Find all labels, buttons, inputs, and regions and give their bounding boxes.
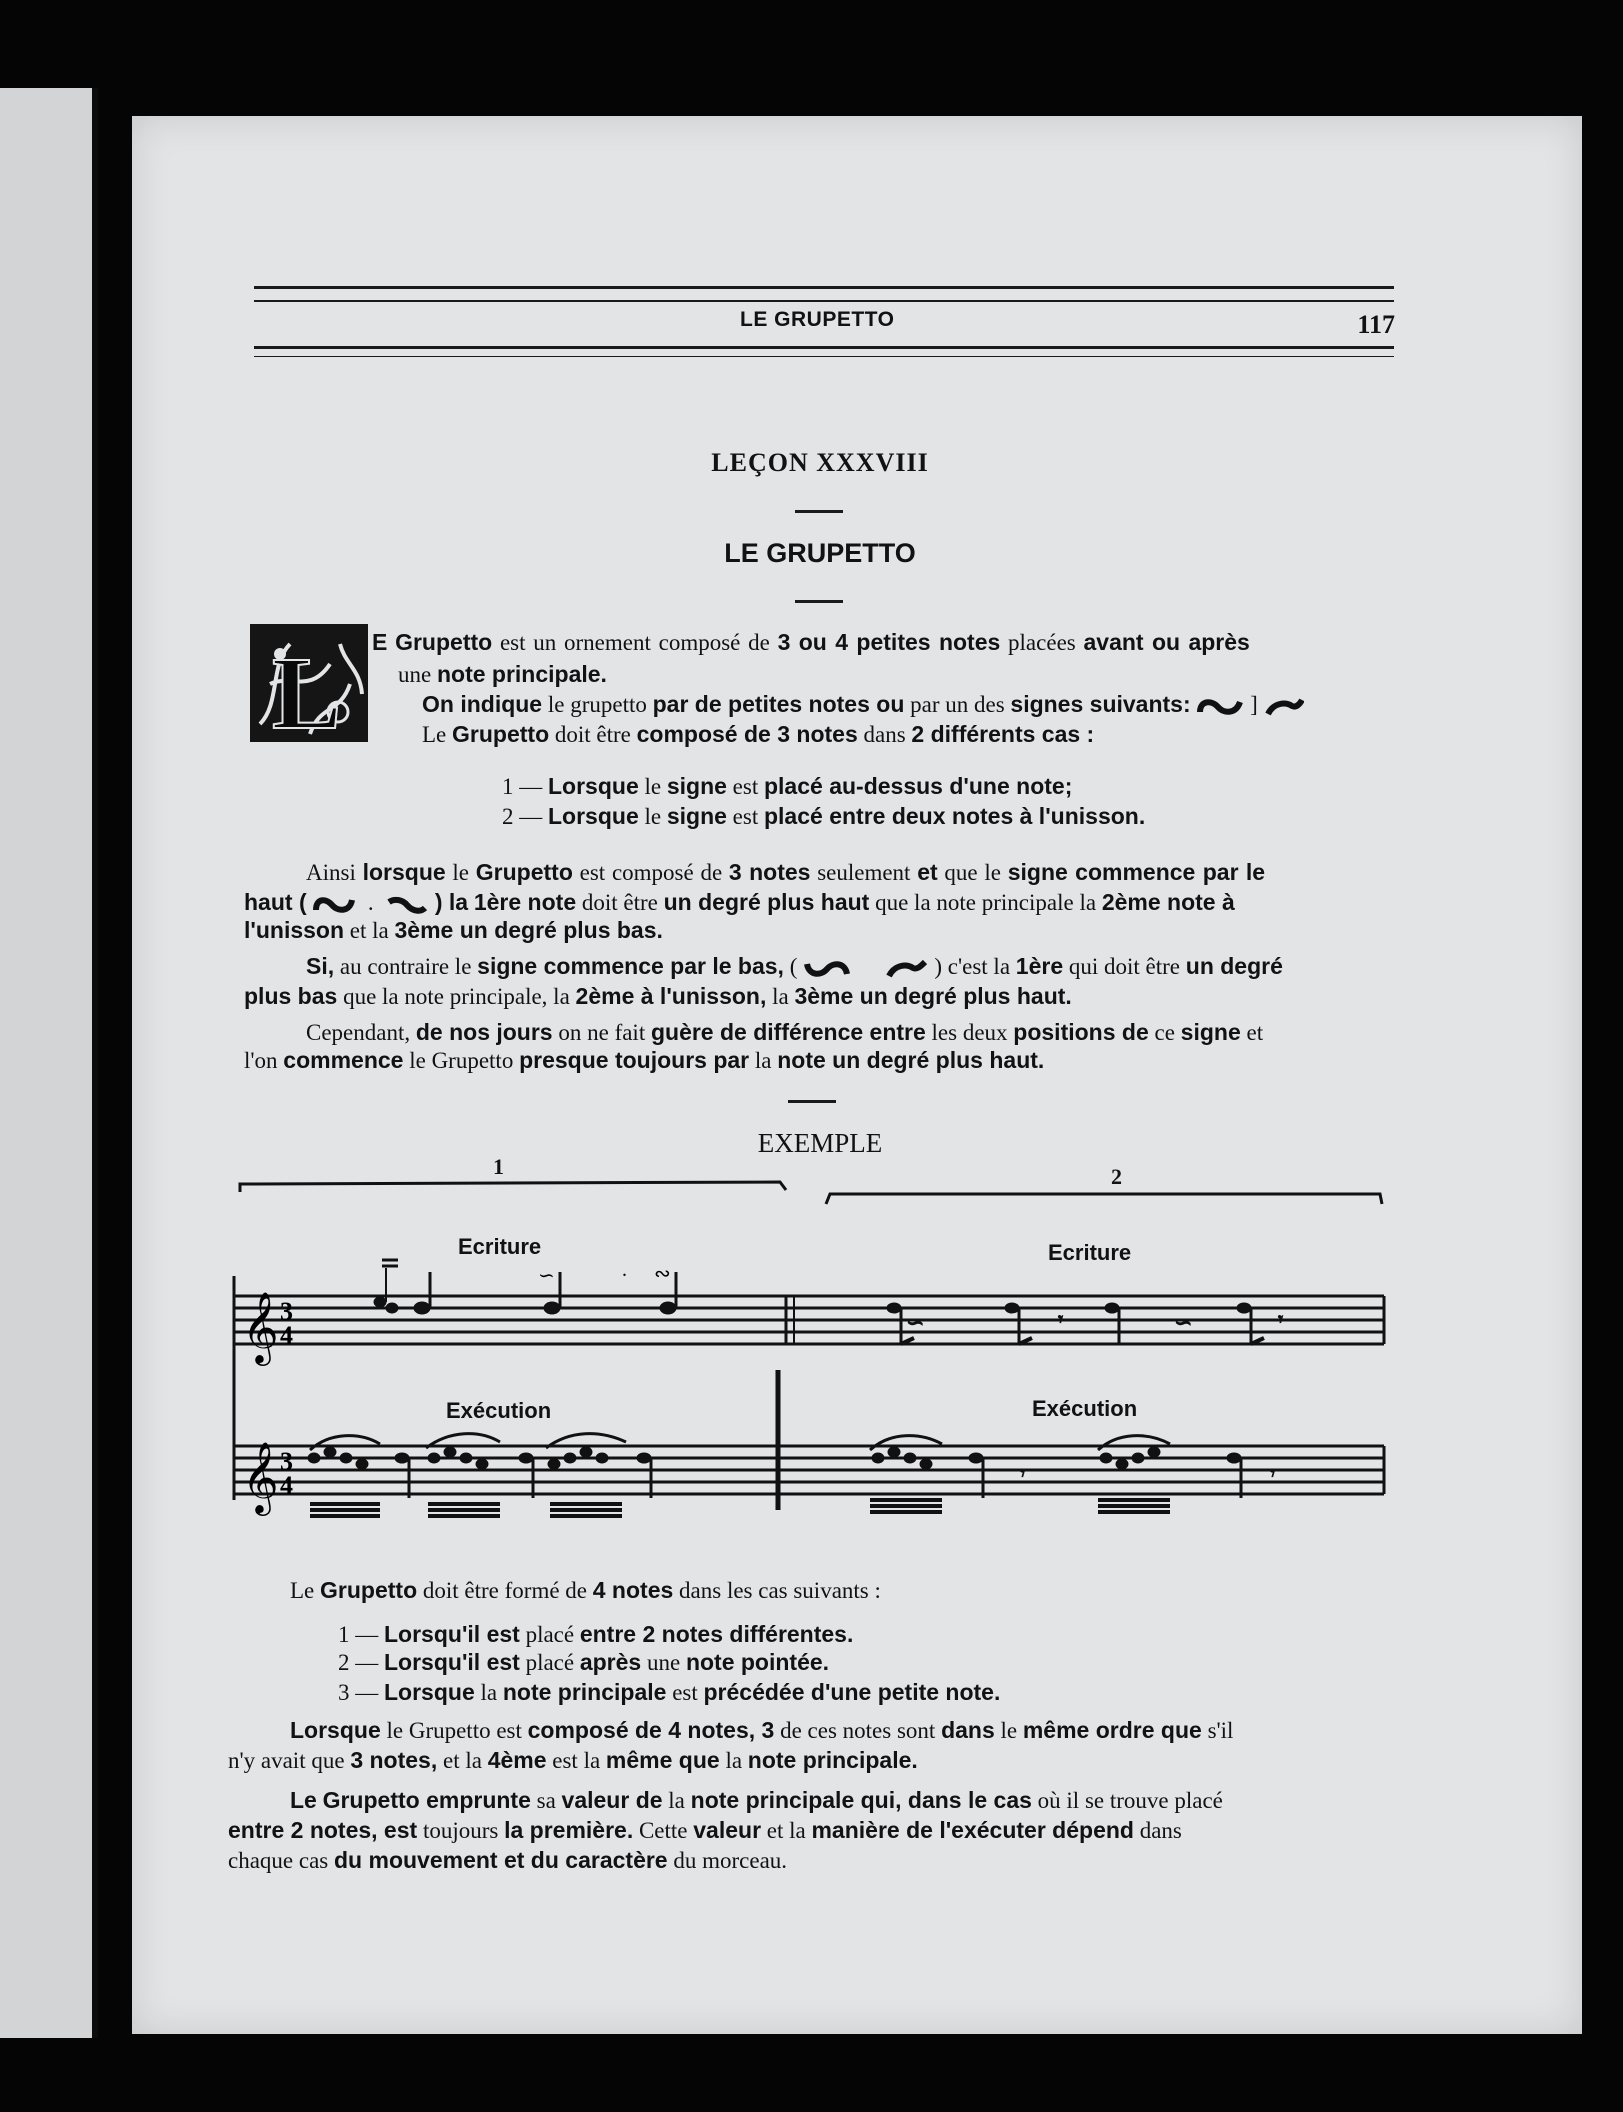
comma-separator: . (362, 890, 380, 915)
text: note pointée. (685, 1649, 830, 1675)
text: composé de 4 notes, 3 (527, 1717, 775, 1743)
text: Lorsque (384, 1679, 475, 1705)
text: avant ou après (1083, 629, 1250, 655)
text: 3 ou 4 petites notes (777, 629, 1001, 655)
text: valeur de (561, 1787, 663, 1813)
text: que la note principale la (875, 890, 1097, 915)
execution-label-1: Exécution (446, 1398, 552, 1423)
case-number: 1 — (502, 774, 543, 799)
para4-line-1 (290, 1716, 1233, 1745)
text: Si, (306, 953, 335, 979)
writing-staff (234, 1276, 1384, 1500)
text: le Grupetto (409, 1048, 514, 1073)
example-title: EXEMPLE (757, 1128, 883, 1158)
bracket-2 (826, 1194, 1382, 1204)
text: ) c'est la (934, 954, 1011, 979)
writing-label-2: Ecriture (1048, 1240, 1132, 1265)
text: de ces notes sont (780, 1718, 936, 1743)
text: entre 2 notes différentes. (579, 1621, 854, 1647)
text: On indique (422, 691, 543, 717)
inverted-turn-icon: ∾ (654, 1263, 671, 1285)
text: est (672, 1680, 698, 1705)
text: et (917, 859, 938, 885)
text: commence (283, 1047, 404, 1073)
text: note principale. (747, 1747, 918, 1773)
svg-text:𝄾: 𝄾 (1278, 1309, 1284, 1331)
text: ce (1154, 1020, 1175, 1045)
text: le (1000, 1718, 1018, 1743)
text: les deux (931, 1020, 1008, 1045)
text: la (668, 1788, 685, 1813)
text: chaque cas (228, 1848, 329, 1873)
intro-line-1 (372, 628, 1250, 657)
text: Cependant, (306, 1020, 411, 1045)
text: de nos jours (415, 1019, 553, 1045)
dot-mark: . (622, 1259, 627, 1281)
text: le (644, 804, 662, 829)
drop-cap-letter: L (272, 636, 342, 742)
text: dans (941, 1717, 995, 1743)
para4-line-2 (228, 1746, 918, 1775)
text: 2ème note à (1101, 889, 1235, 915)
text: par un des (910, 692, 1005, 717)
para5-line-3 (228, 1846, 787, 1875)
divider (795, 510, 843, 513)
text: note un degré plus haut. (777, 1047, 1045, 1073)
text: s'il (1207, 1718, 1234, 1743)
text: est (579, 860, 606, 885)
example-number-2: 2 (1111, 1164, 1122, 1189)
text: signe (666, 773, 727, 799)
text: dans les cas suivants : (679, 1578, 881, 1603)
treble-clef-icon: 𝄞 (242, 1440, 279, 1513)
text: signes suivants: (1010, 691, 1191, 717)
header-rule-bottom-thin (254, 356, 1394, 357)
text: placé entre deux notes à l'unisson. (763, 803, 1146, 829)
para2-line-1 (306, 952, 1283, 981)
text: l'on (244, 1048, 278, 1073)
para5-line-1 (290, 1786, 1223, 1815)
text: est la (552, 1748, 601, 1773)
text: même que (605, 1747, 720, 1773)
text: signe (666, 803, 727, 829)
text: la (480, 1680, 498, 1705)
svg-text:𝄾: 𝄾 (1058, 1309, 1064, 1331)
text: haut ( (244, 889, 307, 915)
four-notes-case-1 (338, 1620, 853, 1649)
text: Grupetto (320, 1577, 418, 1603)
text: dans (863, 722, 906, 747)
text: Lorsqu'il est (384, 1649, 520, 1675)
text: note principale. (436, 661, 607, 687)
text: la (772, 984, 789, 1009)
four-notes-intro (290, 1576, 881, 1605)
text: est (732, 774, 759, 799)
text: du morceau. (673, 1848, 788, 1873)
page-number: 117 (1357, 310, 1395, 339)
text: manière de l'exécuter dépend (811, 1817, 1134, 1843)
text: note principale qui, dans le cas (690, 1787, 1032, 1813)
para3-line-2 (244, 1046, 1044, 1075)
text: Lorsqu'il est (384, 1621, 520, 1647)
svg-text:𝄾: 𝄾 (1020, 1463, 1026, 1485)
time-signature-bottom: 4 (280, 1471, 293, 1500)
text: la première. (504, 1817, 634, 1843)
para5-line-2 (228, 1816, 1182, 1845)
text: on ne fait (558, 1020, 646, 1045)
text: est un ornement composé de (499, 630, 770, 655)
text: où il se trouve placé (1037, 1788, 1223, 1813)
text: Lorsque (290, 1717, 381, 1743)
para2-line-2 (244, 982, 1072, 1011)
case-line (502, 772, 1072, 801)
divider (795, 600, 843, 603)
case-number: 1 — (338, 1622, 379, 1647)
text: seulement (817, 860, 911, 885)
text: toujours (422, 1818, 499, 1843)
music-example (230, 1180, 1390, 1580)
text: et la (442, 1748, 482, 1773)
text: au contraire le (339, 954, 472, 979)
text: E (372, 629, 388, 655)
text: une (646, 1650, 681, 1675)
header-rule-bottom (254, 346, 1394, 349)
text: placé au-dessus d'une note; (763, 773, 1073, 799)
time-signature-top: 3 (280, 1447, 293, 1476)
text: du mouvement et du caractère (334, 1847, 668, 1873)
header-rule-mid (254, 300, 1394, 302)
text: 4 notes (592, 1577, 674, 1603)
text: est (732, 804, 759, 829)
case-number: 3 — (338, 1680, 379, 1705)
text: ) la (434, 889, 469, 915)
execution-label-2: Exécution (1032, 1396, 1138, 1421)
text: positions de (1013, 1019, 1149, 1045)
treble-clef-icon: 𝄞 (242, 1290, 279, 1363)
divider (788, 1100, 836, 1103)
running-title: LE GRUPETTO (740, 308, 895, 331)
text: 2 différents cas : (911, 721, 1095, 747)
text: ( (789, 954, 798, 979)
text: Grupetto emprunte (322, 1787, 531, 1813)
text: que le (944, 860, 1001, 885)
text: le grupetto (547, 692, 647, 717)
text: composé de 3 notes (636, 721, 858, 747)
text: dans (1139, 1818, 1182, 1843)
text: doit être (554, 722, 631, 747)
text: 3ème un degré plus bas. (394, 917, 663, 943)
text: Lorsque (548, 773, 639, 799)
text: qui doit être (1068, 954, 1181, 979)
turn-icon (1196, 696, 1244, 718)
four-notes-case-2 (338, 1648, 829, 1677)
text: la (754, 1048, 772, 1073)
text: par de petites notes ou (652, 691, 905, 717)
header-rule-top (254, 286, 1394, 289)
text: un degré plus haut (663, 889, 870, 915)
text: Lorsque (548, 803, 639, 829)
para1-line-2 (244, 888, 1235, 917)
para1-line-3 (244, 916, 663, 945)
intro-line-3 (422, 690, 1304, 719)
text: Le (290, 1787, 317, 1813)
drop-cap-ornament (250, 624, 368, 742)
text: plus bas (244, 983, 338, 1009)
text: que la note principale, la (343, 984, 570, 1009)
text: 1ère note (473, 889, 577, 915)
inverted-turn-icon (1264, 696, 1304, 718)
example-number-1: 1 (493, 1154, 504, 1179)
case-line (502, 802, 1145, 831)
lesson-number: LEÇON XXXVIII (711, 448, 929, 477)
text: Grupetto (395, 629, 493, 655)
text: le (452, 860, 470, 885)
para1-line-1 (306, 858, 1265, 887)
four-notes-case-3 (338, 1678, 1000, 1707)
para3-line-1 (306, 1018, 1263, 1047)
bracket-icon: ] (1250, 692, 1258, 717)
turn-icon: ∽ (906, 1310, 925, 1335)
left-facing-page (0, 88, 98, 2038)
text: Ainsi (306, 860, 356, 885)
turn-icon (312, 894, 356, 916)
time-signature-bottom: 4 (280, 1321, 293, 1350)
inverted-turn-icon (803, 958, 851, 980)
execution-staff (234, 1446, 1384, 1494)
text: Le (290, 1578, 315, 1603)
case-number: 2 — (502, 804, 543, 829)
text: 3 notes, (350, 1747, 438, 1773)
text: Le (422, 722, 447, 747)
text: signe (1180, 1019, 1241, 1045)
text: le Grupetto est (386, 1718, 522, 1743)
inverted-turn-icon (885, 958, 929, 980)
text: Grupetto (475, 859, 573, 885)
text: valeur (693, 1817, 762, 1843)
text: lorsque (362, 859, 446, 885)
text: un degré (1185, 953, 1283, 979)
writing-label-1: Ecriture (458, 1234, 542, 1259)
bracket-1 (240, 1182, 786, 1192)
text: 1ère (1015, 953, 1064, 979)
text: guère de différence entre (650, 1019, 926, 1045)
text: signe commence par le (1007, 859, 1266, 885)
text: même ordre que (1022, 1717, 1202, 1743)
text: Cette (638, 1818, 688, 1843)
text: 2ème à l'unisson, (575, 983, 767, 1009)
text: sa (536, 1788, 556, 1813)
turn-icon (385, 894, 429, 916)
text: Grupetto (452, 721, 550, 747)
text: l'unisson (244, 917, 345, 943)
text: 3ème un degré plus haut. (794, 983, 1072, 1009)
text: composé de (611, 860, 723, 885)
section-title: LE GRUPETTO (724, 538, 916, 568)
text: placé (525, 1650, 575, 1675)
text: doit être (581, 890, 658, 915)
time-signature-top: 3 (280, 1297, 293, 1326)
svg-text:𝄾: 𝄾 (1270, 1463, 1276, 1485)
intro-line-2 (398, 660, 607, 689)
text: placé (525, 1622, 575, 1647)
turn-icon: ∽ (538, 1265, 555, 1287)
text: et (1246, 1020, 1264, 1045)
intro-line-4 (422, 720, 1094, 749)
case-number: 2 — (338, 1650, 379, 1675)
text: après (579, 1649, 642, 1675)
text: 3 notes (728, 859, 811, 885)
text: doit être formé de (422, 1578, 587, 1603)
text: signe commence par le bas, (477, 953, 784, 979)
text: précédée d'une petite note. (703, 1679, 1001, 1705)
text: et la (349, 918, 389, 943)
text: n'y avait que (228, 1748, 345, 1773)
text: presque toujours par (519, 1047, 750, 1073)
text: 4ème (487, 1747, 547, 1773)
text: et la (766, 1818, 806, 1843)
text: note principale (502, 1679, 667, 1705)
text: une (398, 662, 432, 687)
text: entre 2 notes, est (228, 1817, 418, 1843)
text: la (725, 1748, 743, 1773)
turn-icon: ∽ (1174, 1310, 1193, 1335)
text: placées (1008, 630, 1076, 655)
writing-notes-1 (374, 1260, 676, 1314)
text: le (644, 774, 662, 799)
